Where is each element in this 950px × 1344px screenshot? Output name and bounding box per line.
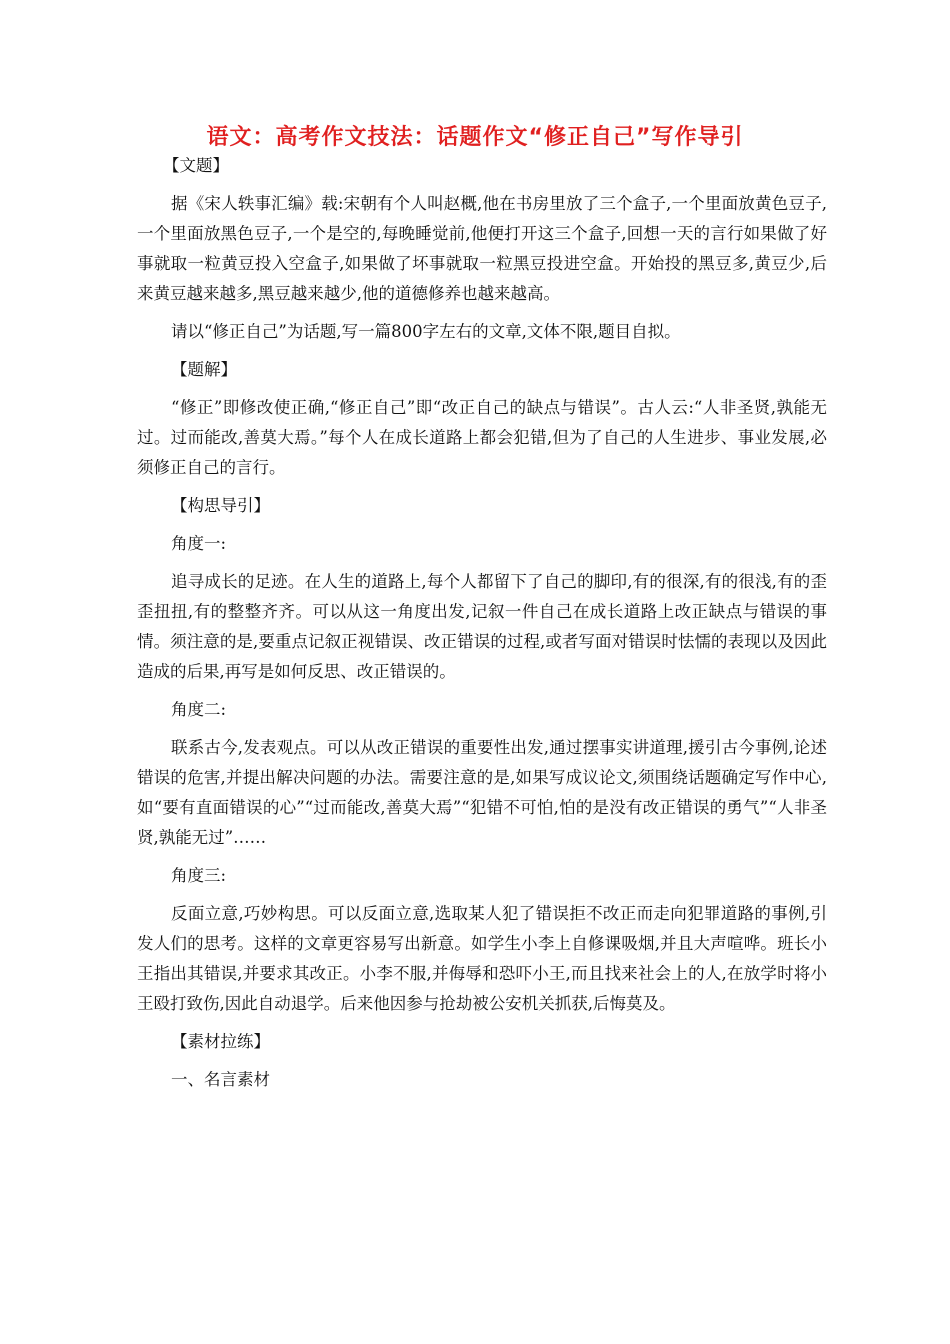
tijie-paragraph: “修正”即修改使正确,“修正自己”即“改正自己的缺点与错误”。古人云:“人非圣贤,孰能无过。过而能改,善莫大焉。”每个人在成长道路上都会犯错,但为了自己的人生进步、事业发展,必须修正自己的言行。 — [137, 398, 827, 477]
section-label-gousi: 【构思导引】 — [171, 496, 270, 515]
section-label-wenti: 【文题】 — [163, 156, 229, 175]
angle-3-paragraph: 反面立意,巧妙构思。可以反面立意,选取某人犯了错误拒不改正而走向犯罪道路的事例,引发人们的思考。这样的文章更容易写出新意。如学生小李上自修课吸烟,并且大声喧哗。班长小王指出其错误,并要求其改正。小李不服,并侮辱和恐吓小王,而且找来社会上的人,在放学时将小王殴打致伤,因此自动退学。后来他因参与抢劫被公安机关抓获,后悔莫及。 — [137, 904, 827, 1013]
angle-1-paragraph: 追寻成长的足迹。在人生的道路上,每个人都留下了自己的脚印,有的很深,有的很浅,有的歪歪扭扭,有的整整齐齐。可以从这一角度出发,记叙一件自己在成长道路上改正缺点与错误的事情。须注意的是,要重点记叙正视错误、改正错误的过程,或者写面对错误时怯懦的表现以及因此造成的后果,再写是如何反思、改正错误的。 — [137, 572, 827, 681]
sucai-subheading-1: 一、名言素材 — [171, 1070, 270, 1089]
section-label-sucai: 【素材拉练】 — [171, 1032, 270, 1051]
angle-1-label: 角度一: — [171, 534, 227, 553]
section-label-tijie: 【题解】 — [171, 360, 237, 379]
angle-2-paragraph: 联系古今,发表观点。可以从改正错误的重要性出发,通过摆事实讲道理,援引古今事例,论述错误的危害,并提出解决问题的办法。需要注意的是,如果写成议论文,须围绕话题确定写作中心,如“要有直面错误的心”“过而能改,善莫大焉”“犯错不可怕,怕的是没有改正错误的勇气”“人非圣贤,孰能无过”…… — [137, 738, 827, 847]
document-body — [137, 151, 827, 1103]
angle-3-label: 角度三: — [171, 866, 227, 885]
wenti-paragraph-2: 请以“修正自己”为话题,写一篇800字左右的文章,文体不限,题目自拟。 — [171, 322, 681, 341]
document-title: 语文：高考作文技法：话题作文“修正自己”写作导引 — [206, 125, 744, 150]
angle-2-label: 角度二: — [171, 700, 227, 719]
wenti-paragraph-1: 据《宋人轶事汇编》载:宋朝有个人叫赵概,他在书房里放了三个盒子,一个里面放黄色豆子,一个里面放黑色豆子,一个是空的,每晚睡觉前,他便打开这三个盒子,回想一天的言行如果做了好事就取一粒黄豆投入空盒子,如果做了坏事就取一粒黑豆投进空盒。开始投的黑豆多,黄豆少,后来黄豆越来越多,黑豆越来越少,他的道德修养也越来越高。 — [137, 194, 827, 303]
